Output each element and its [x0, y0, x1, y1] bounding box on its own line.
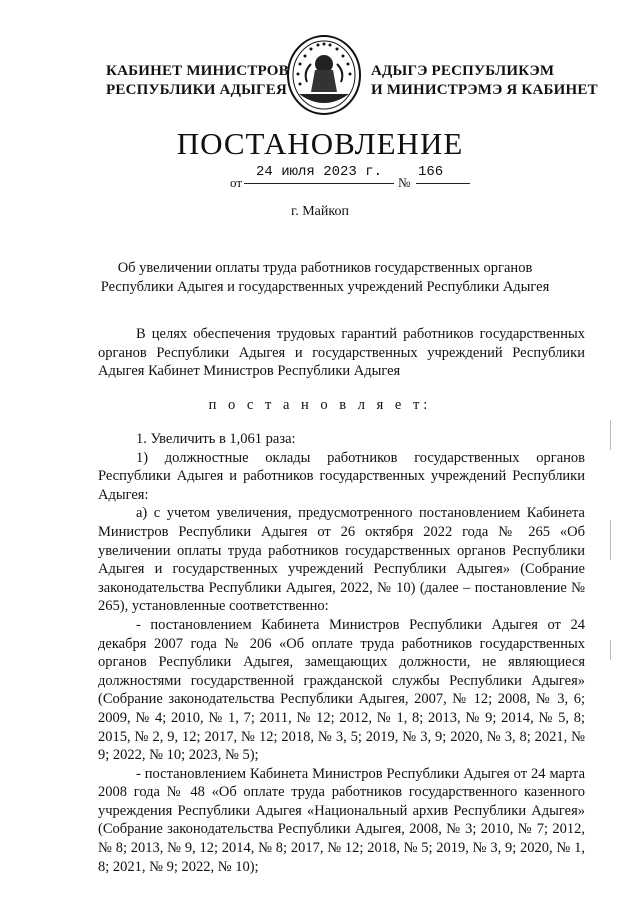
scan-margin-mark: [610, 640, 611, 660]
issuer-line-2: И МИНИСТРЭМЭ Я КАБИНЕТ: [371, 82, 598, 98]
date-number-line: [230, 164, 450, 188]
subject-line-1: Об увеличении оплаты труда работников государственных органов: [117, 260, 533, 276]
subject-line-2: Республики Адыгея и государственных учреждений Республики Адыгея: [100, 279, 550, 295]
document-number: 166: [416, 164, 470, 184]
preamble: [98, 325, 585, 381]
document-subject: [90, 259, 560, 297]
coat-of-arms-adygea-icon: [285, 34, 363, 116]
document-date: 24 июля 2023 г.: [244, 164, 394, 184]
paragraph: - постановлением Кабинета Министров Республики Адыгея от 24 марта 2008 года № 48 «Об оплате труда работников государственного казенного учреждения Республики Адыгея «Национальный архив Республики Адыгея» (Собрание законодательства Республики Адыгея, 2008, № 3; 2010, № 7; 2012, № 8; 2013, № 9, 12; 2014, № 8; 2017, № 12; 2018, № 5; 2019, № 3, 9; 2020, № 1, 8; 2021, № 9; 2022, № 10);: [98, 765, 585, 875]
paragraph: а) с учетом увеличения, предусмотренного постановлением Кабинета Министров Республики Адыгея от 26 октября 2022 года № 265 «Об увеличении оплаты труда работников государственных органов Республики Адыгея и государственных учреждений Республики Адыгея» (Собрание законодательства Республики Адыгея, 2022, № 10) (далее – постановление № 265), установленные соответственно:: [98, 505, 585, 615]
number-prefix: №: [398, 175, 411, 190]
issuer-line-1: АДЫГЭ РЕСПУБЛИКЭМ: [371, 63, 555, 79]
document-body: [98, 430, 585, 876]
paragraph: 1) должностные оклады работников государственных органов Республики Адыгея и работников государственных учреждений Республики Адыгея:: [98, 449, 585, 503]
issuer-name-adyghe: [371, 62, 598, 100]
issuer-line-1: КАБИНЕТ МИНИСТРОВ: [106, 63, 289, 79]
preamble-text: В целях обеспечения трудовых гарантий работников государственных органов Республики Адыгея и государственных учреждений Республики Адыгея Кабинет Министров Республики Адыгея: [98, 326, 585, 380]
issuer-line-2: РЕСПУБЛИКИ АДЫГЕЯ: [106, 82, 288, 98]
scan-margin-mark: [610, 420, 611, 450]
city: г. Майкоп: [291, 204, 349, 219]
issuer-name-russian: [106, 62, 289, 100]
document-title: ПОСТАНОВЛЕНИЕ: [176, 126, 464, 161]
date-prefix: от: [230, 175, 243, 190]
scan-margin-mark: [610, 520, 611, 560]
paragraph: 1. Увеличить в 1,061 раза:: [136, 431, 296, 447]
decree-word: п о с т а н о в л я е т:: [208, 397, 432, 413]
paragraph: - постановлением Кабинета Министров Республики Адыгея от 24 декабря 2007 года № 206 «Об оплате труда работников государственных органов Республики Адыгея, замещающих должности, не являющиеся должностями государственной гражданской службы Республики Адыгея» (Собрание законодательства Республики Адыгея, 2007, № 12; 2008, № 3, 6; 2009, № 4; 2010, № 1, 7; 2011, № 12; 2012, № 1, 8; 2013, № 9; 2014, № 5, 8; 2015, № 2, 9, 12; 2017, № 12; 2018, № 3, 5; 2019, № 3, 9; 2020, № 3, 8; 2021, № 9; 2022, № 10; 2023, № 5);: [98, 616, 585, 764]
